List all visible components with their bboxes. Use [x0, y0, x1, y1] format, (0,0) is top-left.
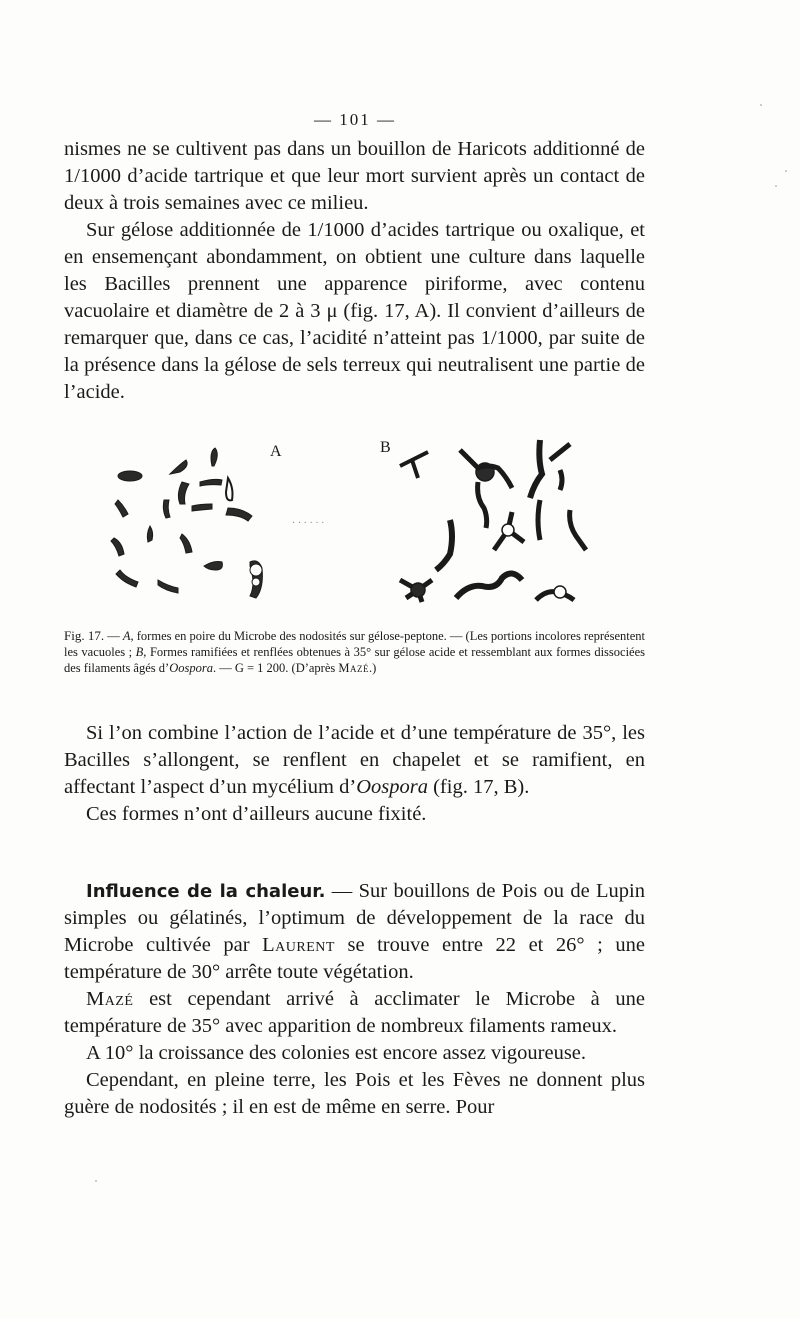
- text-span: — Sur bouillons de Pois ou de Lupin simples ou gélatinés, l’optimum de développement de la race du Microbe cultivée par: [64, 880, 645, 956]
- caption-part-3: . — G = 1 200. (D’après: [212, 661, 339, 675]
- caption-oospora: Oospora: [169, 661, 213, 675]
- text-block-middle: [64, 720, 645, 828]
- panel-b-forms: [400, 440, 586, 602]
- microbe-illustration: [100, 430, 660, 620]
- figure-caption: Fig. 17. — A, formes en poire du Microbe des nodosités sur gélose-peptone. — (Les portions incolores représentent les vacuoles ; B, Formes ramifiées et renflées obtenues à 35° sur gélose acide et ressemblant aux formes dissociées des filaments âgés d’Oospora. — G = 1 200. (D’après Mazé.): [64, 628, 646, 675]
- paragraph-10-degrees: A 10° la croissance des colonies est encore assez vigoureuse.: [86, 1042, 587, 1064]
- figure-label-a: A: [270, 443, 282, 460]
- scan-dots: · · · · · ·: [292, 518, 325, 529]
- paragraph-continuation: nismes ne se cultivent pas dans un bouillon de Haricots additionné de 1/1000 d’acide tartrique et que leur mort survient après un contact de deux à trois semaines avec ce milieu.: [64, 138, 645, 214]
- author-name: Laurent: [262, 934, 335, 956]
- paragraph-maze: [64, 986, 645, 1040]
- figure-17: [100, 430, 660, 620]
- caption-letter-a: A: [122, 629, 131, 643]
- scan-speck: [95, 1180, 97, 1182]
- caption-author: Mazé: [338, 661, 369, 675]
- scan-speck: [760, 104, 762, 106]
- section-heading: Influence de la chaleur.: [86, 881, 326, 902]
- text-span: (fig. 17, B).: [427, 776, 530, 798]
- oospora-term: Oospora: [356, 776, 428, 798]
- figure-label-b: B: [380, 439, 391, 456]
- scan-speck: [785, 170, 787, 172]
- text-block-bottom: [64, 878, 645, 1121]
- panel-a-forms: [111, 448, 262, 598]
- paragraph-open-ground: Cependant, en pleine terre, les Pois et les Fèves ne donnent plus guère de nodosités ; il en est de même en serre. Pour: [64, 1069, 645, 1118]
- scan-speck: [775, 185, 777, 187]
- author-name: Mazé: [86, 988, 134, 1010]
- paragraph-gelose: Sur gélose additionnée de 1/1000 d’acides tartrique ou oxalique, et en ensemençant abondamment, on obtient une culture dans laquelle les Bacilles prennent une apparence piriforme, avec contenu vacuolaire et diamètre de 2 à 3 μ (fig. 17, A). Il convient d’ailleurs de remarquer que, dans ce cas, l’acidité n’atteint pas 1/1000, par suite de la présence dans la gélose de sels terreux qui neutralisent une partie de l’acide.: [64, 219, 645, 403]
- caption-part-1: , formes en poire du Microbe des nodosités sur gélose-peptone. — (Les portions incolores représentent les vacuoles ;: [64, 629, 646, 659]
- paragraph-fixity: Ces formes n’ont d’ailleurs aucune fixité.: [86, 803, 427, 825]
- caption-letter-b: B: [135, 645, 144, 659]
- text-span: Si l’on combine l’action de l’acide et d’une température de 35°, les Bacilles s’allongent, se renflent en chapelet et se ramifient, en affectant l’aspect d’un mycélium d’: [64, 722, 645, 798]
- page-number: — 101 —: [314, 110, 396, 129]
- caption-fig-number: Fig. 17.: [64, 628, 105, 643]
- caption-part-2: , Formes ramifiées et renflées obtenues à 35° sur gélose acide et ressemblant aux formes dissociées des filaments âgés d’: [64, 645, 646, 675]
- text-block-top: [64, 136, 645, 406]
- text-span: se trouve entre 22 et 26° ; une température de 30° arrête toute végétation.: [64, 934, 645, 983]
- paragraph-acid-temperature: [64, 720, 645, 801]
- caption-part-4: .): [369, 661, 377, 675]
- paragraph-heat-influence: [64, 878, 645, 986]
- text-span: est cependant arrivé à acclimater le Microbe à une température de 35° avec apparition de nombreux filaments rameux.: [64, 988, 645, 1037]
